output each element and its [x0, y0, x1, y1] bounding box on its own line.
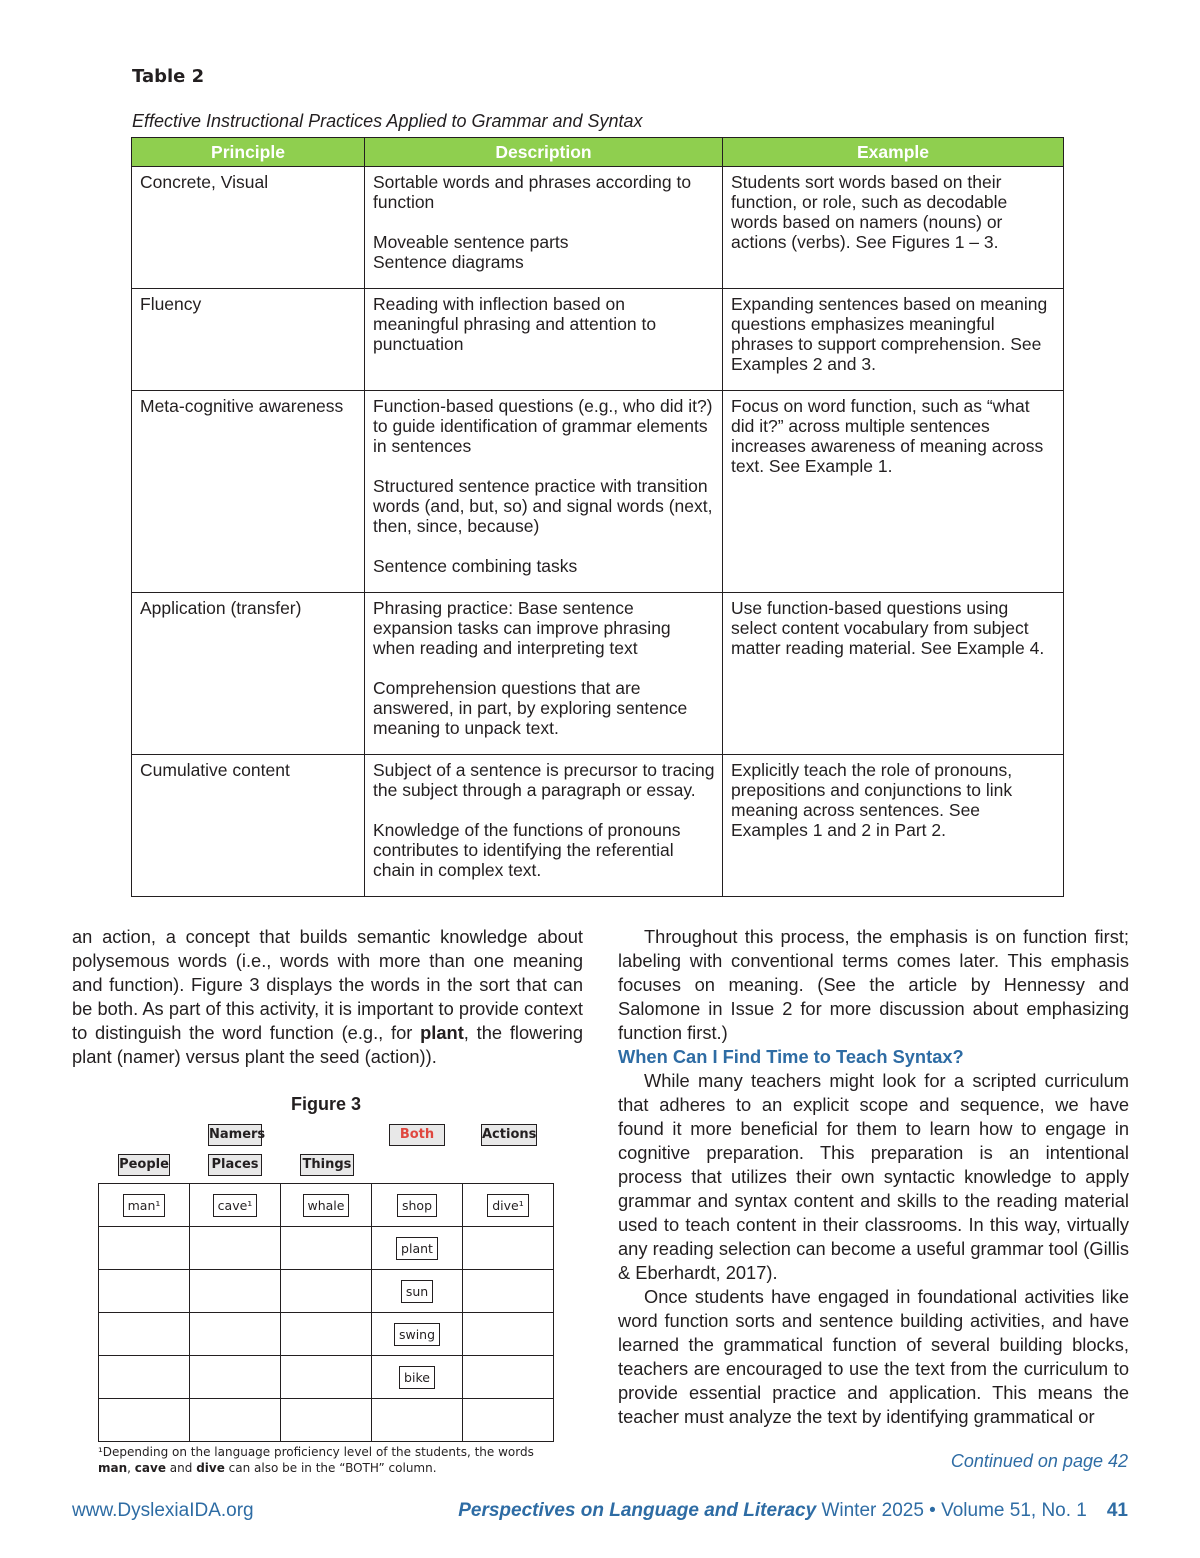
table-row [132, 593, 1064, 755]
grid-row [99, 1356, 554, 1399]
description-text: Knowledge of the functions of pronouns contributes to identifying the referential chain in complex text. [373, 820, 681, 880]
practices-table [131, 137, 1064, 897]
table-row [132, 391, 1064, 593]
section-heading: When Can I Find Time to Teach Syntax? [618, 1046, 964, 1067]
figure-title: Figure 3 [290, 1094, 361, 1114]
body-paragraph: Throughout this process, the emphasis is on function first; labeling with conventional terms comes later. This emphasis focuses on meaning. (See the article by Hennessy and Salomone in Issue 2 for more discussion about emphasizing function first.) [618, 926, 1129, 1043]
cell-example: Use function-based questions using select content vocabulary from subject matter reading material. See Example 4. [723, 593, 1064, 755]
description-text: Moveable sentence parts Sentence diagrams [373, 232, 569, 272]
cell-principle: Fluency [132, 289, 365, 391]
grid-row [99, 1270, 554, 1313]
figure-footnote: ¹Depending on the language proficiency level of the students, the words man, cave and dive can also be in the “BOTH” column. [98, 1445, 534, 1475]
body-paragraph: an action, a concept that builds semantic knowledge about polysemous words (i.e., words with more than one meaning and function). Figure 3 displays the words in the sort that can be both. As part of this activity, it is important to provide context to distinguish the word function (e.g., for plant, the flowering plant (namer) versus plant the seed (action)). [72, 926, 584, 1067]
word-sort-grid [98, 1183, 554, 1442]
grid-cell [372, 1227, 463, 1270]
grid-cell [281, 1227, 372, 1270]
label-people: People [118, 1154, 170, 1176]
grid-cell [372, 1313, 463, 1356]
grid-cell [190, 1227, 281, 1270]
cell-principle: Application (transfer) [132, 593, 365, 755]
cell-example: Students sort words based on their function, or role, such as decodable words based on namers (nouns) or actions (verbs). See Figures 1 – 3. [723, 167, 1064, 289]
header-example: Example [723, 138, 1064, 167]
description-text: Subject of a sentence is precursor to tracing the subject through a paragraph or essay. [373, 760, 715, 800]
word-card: man¹ [123, 1194, 166, 1217]
grid-cell [463, 1270, 554, 1313]
description-text: Function-based questions (e.g., who did it?) to guide identification of grammar elements in sentences [373, 396, 713, 456]
grid-cell [99, 1313, 190, 1356]
grid-cell [99, 1356, 190, 1399]
grid-cell [463, 1399, 554, 1442]
grid-cell [99, 1399, 190, 1442]
grid-cell [463, 1184, 554, 1227]
grid-cell [99, 1270, 190, 1313]
grid-cell [281, 1270, 372, 1313]
grid-row [99, 1313, 554, 1356]
description-text: Sortable words and phrases according to function [373, 172, 692, 212]
cell-principle: Meta-cognitive awareness [132, 391, 365, 593]
footer-publication [458, 1500, 1128, 1522]
grid-cell [281, 1184, 372, 1227]
table-row [132, 289, 1064, 391]
label-places: Places [208, 1154, 262, 1176]
grid-cell [372, 1270, 463, 1313]
word-card: swing [394, 1323, 440, 1346]
table-label: Table 2 [132, 66, 205, 87]
cell-principle: Cumulative content [132, 755, 365, 897]
continued-link[interactable]: Continued on page 42 [950, 1451, 1128, 1471]
grid-cell [281, 1313, 372, 1356]
body-paragraph: Once students have engaged in foundational activities like word function sorts and sentence building activities, and have learned the grammatical function of several building blocks, teachers are encouraged to use the text from the curriculum to provide essential practice and application. This means the teacher must analyze the text by identifying grammatical or [618, 1286, 1129, 1427]
word-card: bike [399, 1366, 435, 1389]
description-text: Reading with inflection based on meaningful phrasing and attention to punctuation [373, 294, 657, 354]
cell-description [365, 167, 723, 289]
label-actions: Actions [481, 1124, 537, 1146]
grid-cell [372, 1399, 463, 1442]
word-card: dive¹ [487, 1194, 529, 1217]
cell-example: Explicitly teach the role of pronouns, prepositions and conjunctions to link meaning across sentences. See Examples 1 and 2 in Part 2. [723, 755, 1064, 897]
table-row [132, 755, 1064, 897]
issue-info: Winter 2025 • Volume 51, No. 1 [821, 1500, 1087, 1521]
table-title: Effective Instructional Practices Applied to Grammar and Syntax [132, 111, 643, 131]
word-card: sun [401, 1280, 433, 1303]
word-card: plant [396, 1237, 438, 1260]
description-text: Sentence combining tasks [373, 556, 578, 576]
grid-cell [190, 1270, 281, 1313]
grid-row [99, 1399, 554, 1442]
grid-cell [372, 1356, 463, 1399]
left-column [72, 925, 583, 1069]
grid-cell [190, 1184, 281, 1227]
header-description: Description [365, 138, 723, 167]
page-number: 41 [1106, 1500, 1128, 1521]
grid-row [99, 1227, 554, 1270]
body-paragraph: While many teachers might look for a scripted curriculum that adheres to an explicit scope and sequence, we have found it more beneficial for them to learn how to engage in cognitive preparation. This preparation is an intentional process that utilizes their own syntactic knowledge to apply grammar and syntax content and skills to the reading material used to teach content in their classrooms. In this way, virtually any reading selection can become a useful grammar tool (Gillis & Eberhardt, 2017). [618, 1070, 1129, 1283]
word-card: shop [397, 1194, 437, 1217]
word-card: whale [303, 1194, 350, 1217]
cell-example: Expanding sentences based on meaning questions emphasizes meaningful phrases to support comprehension. See Examples 2 and 3. [723, 289, 1064, 391]
label-both: Both [389, 1124, 445, 1146]
footer-url[interactable]: www.DyslexiaIDA.org [72, 1500, 254, 1521]
grid-row [99, 1184, 554, 1227]
right-column [618, 925, 1129, 1429]
label-namers: Namers [208, 1124, 262, 1146]
description-text: Structured sentence practice with transition words (and, but, so) and signal words (next, then, since, because) [373, 476, 713, 536]
header-principle: Principle [132, 138, 365, 167]
cell-principle: Concrete, Visual [132, 167, 365, 289]
cell-description [365, 391, 723, 593]
cell-description [365, 289, 723, 391]
table-header-row [132, 138, 1064, 167]
grid-cell [190, 1313, 281, 1356]
grid-cell [463, 1313, 554, 1356]
grid-cell [190, 1356, 281, 1399]
grid-cell [281, 1399, 372, 1442]
cell-description [365, 755, 723, 897]
grid-cell [99, 1184, 190, 1227]
label-things: Things [300, 1154, 354, 1176]
grid-cell [281, 1356, 372, 1399]
word-card: cave¹ [213, 1194, 258, 1217]
grid-cell [463, 1227, 554, 1270]
cell-example: Focus on word function, such as “what did it?” across multiple sentences increases awareness of meaning across text. See Example 1. [723, 391, 1064, 593]
grid-cell [190, 1399, 281, 1442]
grid-cell [463, 1356, 554, 1399]
journal-name: Perspectives on Language and Literacy [458, 1500, 817, 1521]
grid-cell [372, 1184, 463, 1227]
cell-description [365, 593, 723, 755]
description-text: Phrasing practice: Base sentence expansion tasks can improve phrasing when reading and interpreting text [373, 598, 671, 658]
table-row [132, 167, 1064, 289]
description-text: Comprehension questions that are answered, in part, by exploring sentence meaning to unpack text. [373, 678, 688, 738]
grid-cell [99, 1227, 190, 1270]
